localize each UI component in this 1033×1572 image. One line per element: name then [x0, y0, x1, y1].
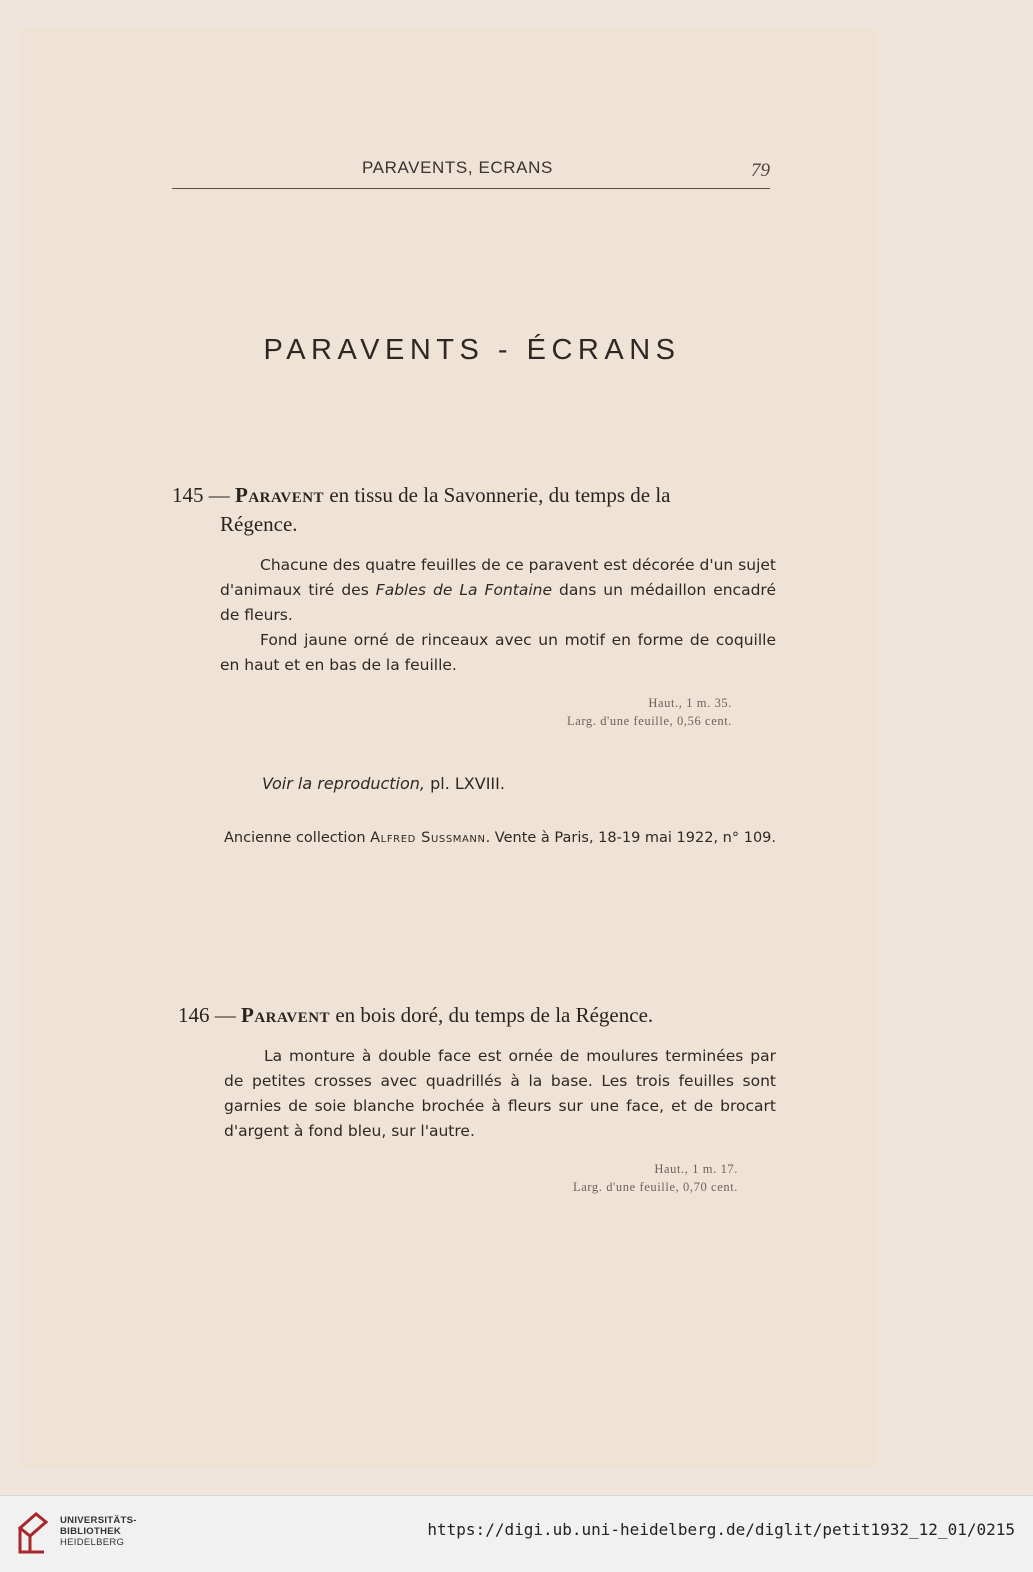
desc-text: Chacune des quatre feuilles de ce paravent est décorée d'un sujet d'animaux tiré des [220, 556, 776, 599]
entry-heading [172, 1001, 776, 1030]
entry-number: 145 [172, 483, 204, 507]
page-number: 79 [751, 160, 770, 181]
catalog-entry-145 [172, 481, 776, 730]
library-name [60, 1515, 137, 1548]
permalink-url[interactable]: https://digi.ub.uni-heidelberg.de/diglit/petit1932_12_01/0215 [427, 1520, 1015, 1539]
library-logo-icon [14, 1508, 50, 1558]
entry-dash: — [214, 1003, 236, 1027]
paper-sheet [20, 28, 878, 1468]
entry-description [172, 553, 776, 628]
voir-italic: Voir la reproduction, [262, 774, 426, 793]
entry-description-2: Fond jaune orné de rinceaux avec un motif en forme de coquille en haut et en bas de la feuille. [220, 631, 776, 674]
entry-number: 146 [178, 1003, 210, 1027]
library-line-2: BIBLIOTHEK [60, 1526, 122, 1537]
dimension-width: Larg. d'une feuille, 0,56 cent. [566, 714, 732, 728]
dimension-height: Haut., 1 m. 35. [648, 696, 732, 710]
entry-heading-text: en tissu de la Savonnerie, du temps de la [324, 483, 671, 507]
entry-keyword: Paravent [235, 483, 325, 507]
desc-text-end: dans un médaillon encadré de fleurs. [220, 581, 776, 624]
library-line-1: UNIVERSITÄTS- [60, 1515, 137, 1526]
running-header-title: PARAVENTS, ECRANS [362, 158, 553, 177]
reproduction-reference [262, 774, 505, 793]
dimension-width: Larg. d'une feuille, 0,70 cent. [572, 1180, 738, 1194]
library-line-3: HEIDELBERG [60, 1537, 125, 1548]
provenance-name: Alfred Sussmann [370, 830, 486, 846]
entry-keyword: Paravent [241, 1003, 331, 1027]
entry-dash: — [208, 483, 230, 507]
voir-plate: pl. LXVIII. [425, 774, 505, 793]
section-title: PARAVENTS - ÉCRANS [263, 334, 681, 366]
dimensions [172, 694, 776, 730]
viewer-footer [0, 1495, 1033, 1572]
entry-heading [172, 481, 776, 510]
dimension-height: Haut., 1 m. 17. [654, 1162, 738, 1176]
running-header [172, 156, 770, 189]
provenance-text: Ancienne collection [224, 830, 371, 846]
entry-description: La monture à double face est ornée de moulures terminées par de petites crosses avec quadrillés à la base. Les trois feuilles sont garnies de soie blanche brochée à fleurs sur une face, et de brocart d'argent à fond bleu, sur l'autre. [224, 1047, 776, 1140]
catalog-entry-146 [172, 1001, 776, 1196]
provenance-sale: . Vente à Paris, 18-19 mai 1922, n° 109. [485, 830, 777, 846]
entry-heading-text: en bois doré, du temps de la Régence. [330, 1003, 654, 1027]
provenance-note [172, 826, 776, 850]
desc-italic: Fables de La Fontaine [375, 581, 553, 599]
dimensions [172, 1160, 776, 1196]
entry-heading-continuation: Régence. [220, 512, 298, 536]
